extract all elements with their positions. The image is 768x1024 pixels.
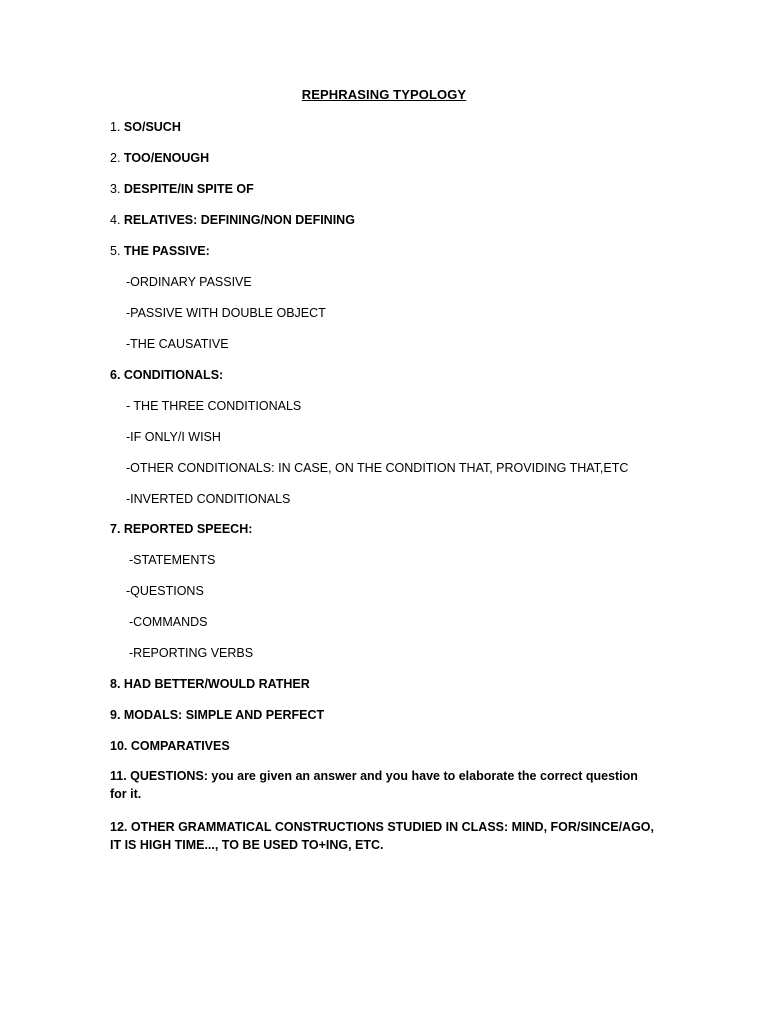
list-item-text: RELATIVES: DEFINING/NON DEFINING (123, 213, 355, 227)
list-item-text: TOO/ENOUGH (123, 151, 210, 165)
list-item-12: 12. OTHER GRAMMATICAL CONSTRUCTIONS STUDIED IN CLASS: MIND, FOR/SINCE/AGO, IT IS HIGH TIME..., TO BE USED TO+ING, ETC. (110, 820, 654, 852)
list-item-5 (110, 242, 210, 260)
list-item-text: THE PASSIVE: (123, 244, 210, 258)
list-item-8: 8. HAD BETTER/WOULD RATHER (110, 677, 310, 691)
sub-item: -REPORTING VERBS (129, 646, 254, 660)
sub-item: -STATEMENTS (129, 553, 216, 567)
list-item-9: 9. MODALS: SIMPLE AND PERFECT (110, 708, 325, 722)
list-item-10: 10. COMPARATIVES (110, 739, 230, 753)
sub-item: -OTHER CONDITIONALS: IN CASE, ON THE CONDITION THAT, PROVIDING THAT,ETC (126, 461, 629, 475)
list-item-11: 11. QUESTIONS: you are given an answer and you have to elaborate the correct question for it. (110, 769, 638, 801)
sub-item: -INVERTED CONDITIONALS (126, 492, 291, 506)
sub-item: -ORDINARY PASSIVE (126, 275, 252, 289)
sub-item: - THE THREE CONDITIONALS (126, 399, 302, 413)
sub-item: -IF ONLY/I WISH (126, 430, 221, 444)
sub-item: -THE CAUSATIVE (126, 337, 229, 351)
list-item-3 (110, 180, 254, 198)
list-item-1 (110, 118, 181, 136)
list-item-7: 7. REPORTED SPEECH: (110, 522, 253, 536)
list-item-number: 3. (110, 182, 124, 196)
list-item-number: 5. (110, 244, 124, 258)
list-item-text: DESPITE/IN SPITE OF (123, 182, 254, 196)
list-item-4 (110, 211, 355, 229)
list-item-text: SO/SUCH (123, 120, 181, 134)
list-item-number: 2. (110, 151, 124, 165)
document-title: REPHRASING TYPOLOGY (301, 87, 467, 102)
sub-item: -COMMANDS (129, 615, 208, 629)
sub-item: -PASSIVE WITH DOUBLE OBJECT (126, 306, 326, 320)
list-item-number: 1. (110, 120, 124, 134)
sub-item: -QUESTIONS (126, 584, 204, 598)
list-item-2 (110, 149, 209, 167)
list-item-6: 6. CONDITIONALS: (110, 368, 224, 382)
list-item-number: 4. (110, 213, 124, 227)
